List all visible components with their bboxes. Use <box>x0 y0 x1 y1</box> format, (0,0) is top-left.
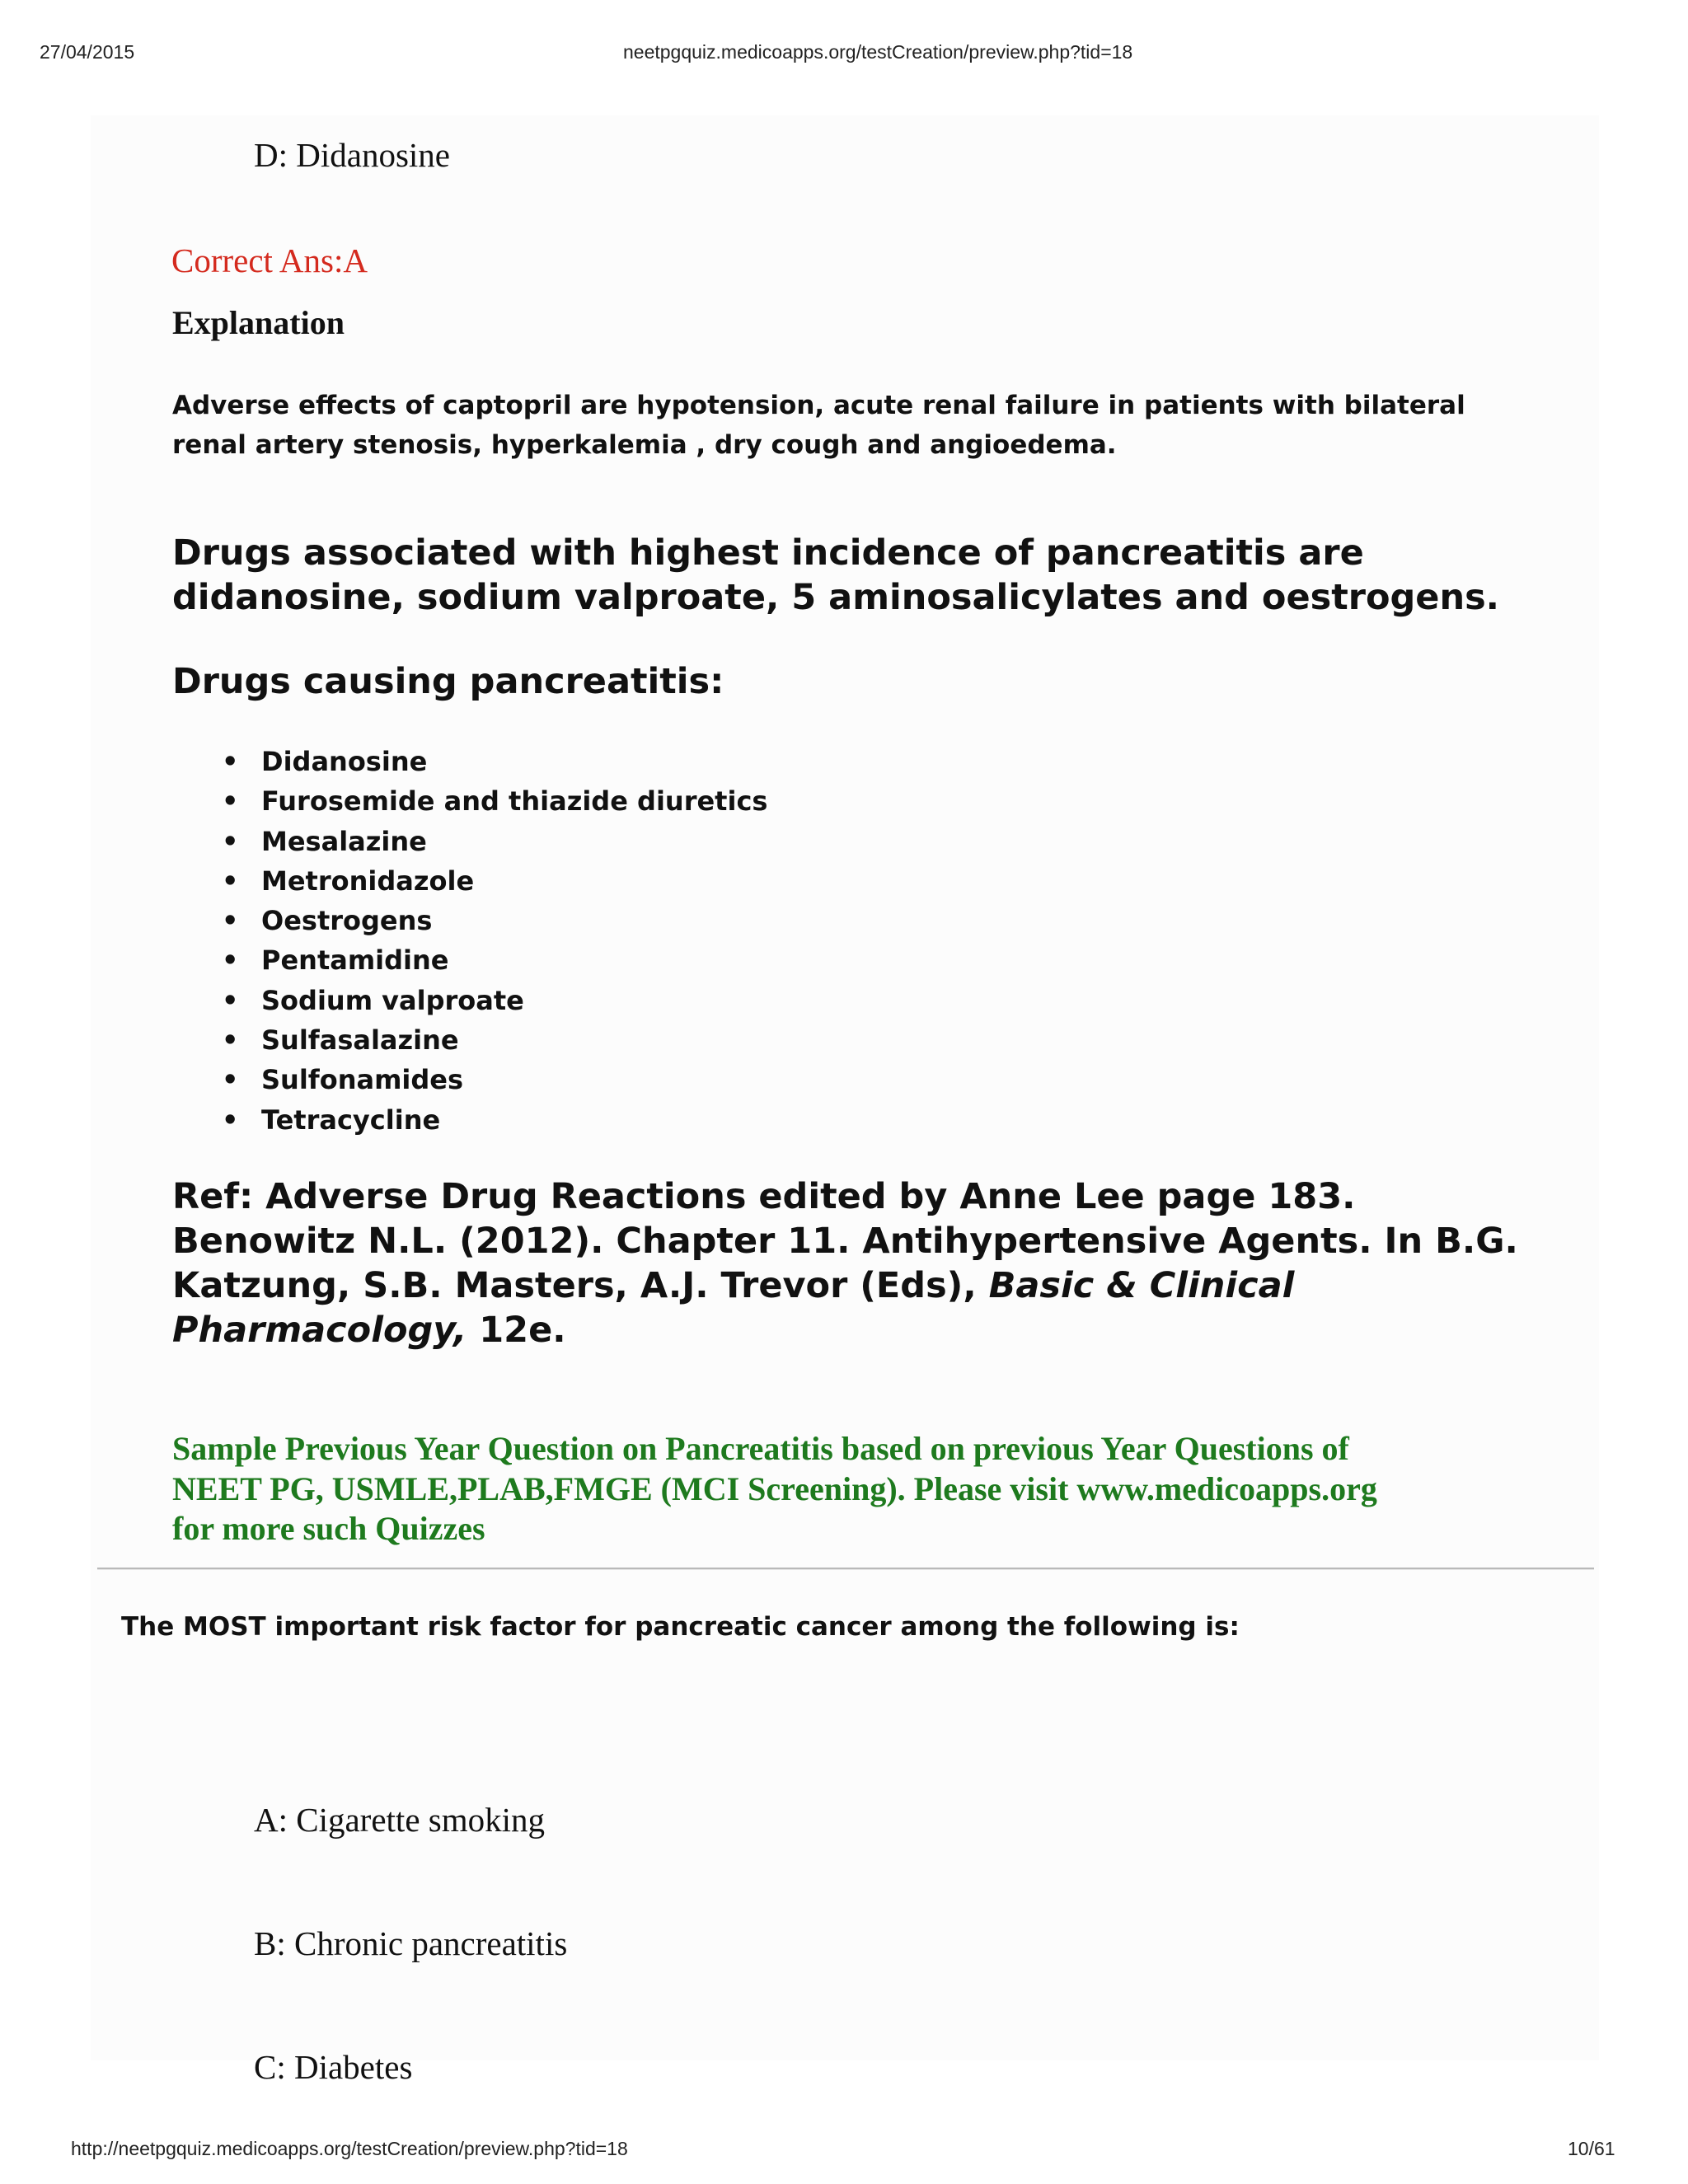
explanation-line: Adverse effects of captopril are hypotension, acute renal failure in patients with bilateral <box>172 391 1465 420</box>
bullet-icon: • <box>222 944 239 977</box>
option-c[interactable]: C: Diabetes <box>254 2048 413 2086</box>
reference-line: Katzung, S.B. Masters, A.J. Trevor (Eds), Basic & Clinical <box>172 1265 1295 1306</box>
drug-list <box>172 742 1409 1140</box>
promo-text <box>172 1429 1623 1549</box>
bullet-icon: • <box>222 746 239 777</box>
page-number: 10/61 <box>1568 2138 1615 2159</box>
list-item: • Didanosine <box>172 742 1409 781</box>
pancreatitis-summary <box>172 531 1606 620</box>
book-title: Pharmacology, <box>172 1310 467 1351</box>
bullet-icon: • <box>222 785 239 818</box>
promo-line: NEET PG, USMLE,PLAB,FMGE (MCI Screening). Please visit www.medicoapps.org <box>172 1469 1377 1507</box>
bullet-icon: • <box>222 1104 239 1136</box>
option-b[interactable]: B: Chronic pancreatitis <box>254 1924 568 1962</box>
bullet-icon: • <box>222 865 239 897</box>
reference-line: Benowitz N.L. (2012). Chapter 11. Antihypertensive Agents. In B.G. <box>172 1221 1518 1262</box>
print-date: 27/04/2015 <box>40 41 135 63</box>
print-header-url: neetpgquiz.medicoapps.org/testCreation/preview.php?tid=18 <box>623 41 1133 63</box>
list-item: • Oestrogens <box>172 901 1409 940</box>
list-item: • Pentamidine <box>172 940 1409 980</box>
print-footer-url: http://neetpgquiz.medicoapps.org/testCreation/preview.php?tid=18 <box>71 2138 628 2159</box>
bullet-icon: • <box>222 1024 239 1057</box>
list-item: • Metronidazole <box>172 861 1409 901</box>
promo-line: Sample Previous Year Question on Pancreatitis based on previous Year Questions of <box>172 1430 1349 1467</box>
drug-list-heading: Drugs causing pancreatitis: <box>172 661 724 702</box>
option-d: D: Didanosine <box>254 136 450 174</box>
list-item: • Furosemide and thiazide diuretics <box>172 781 1409 821</box>
explanation-line: renal artery stenosis, hyperkalemia , dry cough and angioedema. <box>172 430 1117 460</box>
reference <box>172 1174 1623 1352</box>
list-item: • Mesalazine <box>172 822 1409 861</box>
summary-line: Drugs associated with highest incidence of pancreatitis are <box>172 532 1364 574</box>
list-item: • Sodium valproate <box>172 981 1409 1020</box>
promo-line: for more such Quizzes <box>172 1510 485 1547</box>
reference-line: Ref: Adverse Drug Reactions edited by Anne Lee page 183. <box>172 1176 1356 1217</box>
list-item: • Sulfonamides <box>172 1060 1409 1099</box>
book-title: Basic & Clinical <box>988 1265 1295 1306</box>
list-item: • Tetracycline <box>172 1100 1409 1140</box>
bullet-icon: • <box>222 984 239 1016</box>
bullet-icon: • <box>222 905 239 937</box>
explanation-heading: Explanation <box>172 304 345 341</box>
summary-line: didanosine, sodium valproate, 5 aminosalicylates and oestrogens. <box>172 577 1500 618</box>
question-text: The MOST important risk factor for pancreatic cancer among the following is: <box>121 1612 1240 1642</box>
list-item: • Sulfasalazine <box>172 1020 1409 1060</box>
bullet-icon: • <box>222 1064 239 1096</box>
reference-line: Pharmacology, 12e. <box>172 1310 566 1351</box>
correct-answer: Correct Ans:A <box>171 241 368 279</box>
option-a[interactable]: A: Cigarette smoking <box>254 1801 546 1839</box>
explanation-text <box>172 386 1590 465</box>
question-divider <box>97 1568 1594 1570</box>
bullet-icon: • <box>222 825 239 857</box>
